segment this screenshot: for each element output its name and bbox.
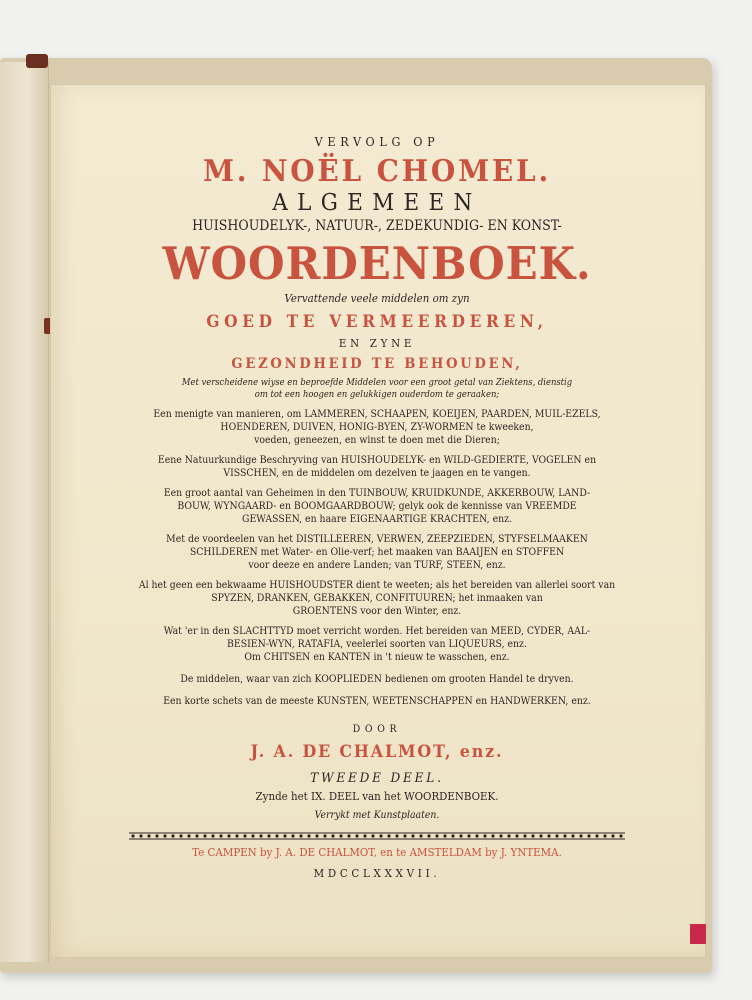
ornament-dot xyxy=(355,834,358,837)
paragraph-line: voor deeze en andere Landen; van TURF, STEEN, enz. xyxy=(248,560,506,571)
schets-line: Een korte schets van de meeste KUNSTEN, WEETENSCHAPPEN en HANDWERKEN, enz. xyxy=(163,696,591,707)
ornament-dot xyxy=(499,834,502,837)
ornament-dot xyxy=(563,834,566,837)
ornament-dot xyxy=(283,834,286,837)
ornament-dot xyxy=(411,834,414,837)
ornament-dot xyxy=(523,834,526,837)
geheimen-paragraph xyxy=(50,487,704,526)
ornament-dot xyxy=(603,834,606,837)
verrykt-line: Verrykt met Kunstplaaten. xyxy=(314,810,440,821)
year-line: MDCCLXXXVII. xyxy=(313,867,441,880)
publisher-author-line: J. A. DE CHALMOT, enz. xyxy=(250,742,504,762)
goed-line: GOED TE VERMEERDEREN, xyxy=(206,312,548,331)
ornament-dot xyxy=(267,834,270,837)
spine-leather-tab xyxy=(26,54,48,68)
ornament-dot xyxy=(331,834,334,837)
natuur-paragraph xyxy=(50,454,704,480)
vervolg-line: VERVOLG OP xyxy=(314,135,440,149)
ornament-dot xyxy=(475,834,478,837)
paragraph-line: GROENTENS voor den Winter, enz. xyxy=(292,606,462,617)
ornament-dot xyxy=(547,834,550,837)
ornament-dot xyxy=(347,834,350,837)
ornament-dot xyxy=(467,834,470,837)
huishoudster-paragraph xyxy=(50,579,704,618)
ornament-dot xyxy=(419,834,422,837)
ornament-dot xyxy=(203,834,206,837)
volume-line: TWEEDE DEEL. xyxy=(310,771,444,786)
paragraph-line: SPYZEN, DRANKEN, GEBAKKEN, CONFITUUREN; het inmaaken van xyxy=(211,593,543,604)
paragraph-line: Met de voordeelen van het DISTILLEEREN, VERWEN, ZEEPZIEDEN, STYFSELMAAKEN xyxy=(166,534,588,545)
algemeen-line: ALGEMEEN xyxy=(272,190,482,216)
met-paragraph xyxy=(50,377,704,401)
slachttyd-paragraph xyxy=(50,625,704,664)
paragraph-line: Een menigte van manieren, om LAMMEREN, SCHAAPEN, KOEIJEN, PAARDEN, MUIL-EZELS, xyxy=(153,409,601,420)
ornament-dot xyxy=(539,834,542,837)
ornament-dot xyxy=(163,834,166,837)
ornament-dot xyxy=(619,834,622,837)
door-line: DOOR xyxy=(352,724,402,735)
book-cover-edge xyxy=(0,62,49,962)
paragraph-line: BOUW, WYNGAARD- en BOOMGAARDBOUW; gelyk ook de kennisse van VREEMDE xyxy=(177,501,577,512)
ornament-dot xyxy=(227,834,230,837)
ornament-dot xyxy=(299,834,302,837)
ornament-dot xyxy=(595,834,598,837)
ornament-dot xyxy=(131,834,134,837)
ornament-dot xyxy=(171,834,174,837)
enzyne-line: EN ZYNE xyxy=(338,337,416,350)
ornament-dot xyxy=(155,834,158,837)
paragraph-line: Met verscheidene wiyse en beproefde Middelen voor een groot getal van Ziektens, dienstig xyxy=(181,378,573,388)
paragraph-line: Al het geen een bekwaame HUISHOUDSTER dient te weeten; als het bereiden van allerlei soort van xyxy=(138,580,616,591)
ornament-dot xyxy=(315,834,318,837)
ornament-dot xyxy=(243,834,246,837)
paragraph-line: VISSCHEN, en de middelen om dezelven te jaagen en te vangen. xyxy=(223,468,531,479)
ornament-dot xyxy=(483,834,486,837)
paragraph-line: Om CHITSEN en KANTEN in 't nieuw te wasschen, enz. xyxy=(244,652,510,663)
ornament-dot xyxy=(403,834,406,837)
paragraph-line: BESIEN-WYN, RATAFIA, veelerlei soorten van LIQUEURS, enz. xyxy=(227,639,527,650)
ornament-dot xyxy=(147,834,150,837)
imprint-line: Te CAMPEN by J. A. DE CHALMOT, en te AMSTELDAM by J. YNTEMA. xyxy=(192,846,562,859)
author-line: M. NOËL CHOMEL. xyxy=(202,154,552,189)
ornament-dot xyxy=(251,834,254,837)
ornament-dot xyxy=(291,834,294,837)
ornament-dot xyxy=(555,834,558,837)
ornament-dot xyxy=(139,834,142,837)
ornament-dot xyxy=(395,834,398,837)
paragraph-line: voeden, geneezen, en winst te doen met die Dieren; xyxy=(254,435,500,446)
zynde-line: Zynde het IX. DEEL van het WOORDENBOEK. xyxy=(255,790,499,803)
ornament-dot xyxy=(235,834,238,837)
ornament-rule xyxy=(129,831,625,841)
ornament-dot xyxy=(307,834,310,837)
ribbon-marker xyxy=(690,924,706,944)
paragraph-line: om tot een hoogen en gelukkigen ouderdom te geraaken; xyxy=(254,390,500,400)
ornament-dot xyxy=(275,834,278,837)
kooplieden-line: De middelen, waar van zich KOOPLIEDEN bedienen om grooten Handel te dryven. xyxy=(180,674,574,685)
paragraph-line: HOENDEREN, DUIVEN, HONIG-BYEN, ZY-WORMEN te kweeken, xyxy=(220,422,534,433)
ornament-dot xyxy=(339,834,342,837)
ornament-dot xyxy=(427,834,430,837)
ornament-dot xyxy=(443,834,446,837)
ornament-dot xyxy=(459,834,462,837)
subjects-line: HUISHOUDELYK-, NATUUR-, ZEDEKUNDIG- EN KONST- xyxy=(192,218,562,234)
ornament-dot xyxy=(379,834,382,837)
ornament-dot xyxy=(371,834,374,837)
title-page-text xyxy=(50,84,704,881)
gezondheid-line: GEZONDHEID TE BEHOUDEN, xyxy=(231,356,523,372)
paragraph-line: Wat 'er in den SLACHTTYD moet verricht worden. Het bereiden van MEED, CYDER, AAL- xyxy=(163,626,591,637)
ornament-dot xyxy=(363,834,366,837)
ornament-dot xyxy=(435,834,438,837)
paragraph-line: Eene Natuurkundige Beschryving van HUISHOUDELYK- en WILD-GEDIERTE, VOGELEN en xyxy=(157,455,597,466)
ornament-dot xyxy=(611,834,614,837)
ornament-dot xyxy=(587,834,590,837)
ornament-dot xyxy=(531,834,534,837)
menigte-paragraph xyxy=(50,408,704,447)
ornament-dot xyxy=(179,834,182,837)
ornament-dot xyxy=(195,834,198,837)
main-title: WOORDENBOEK. xyxy=(162,237,592,290)
ornament-dot xyxy=(211,834,214,837)
ornament-dot xyxy=(323,834,326,837)
ornament-dot xyxy=(219,834,222,837)
paragraph-line: SCHILDEREN met Water- en Olie-verf; het maaken van BAAIJEN en STOFFEN xyxy=(189,547,565,558)
ornament-dot xyxy=(387,834,390,837)
ornament-dot xyxy=(579,834,582,837)
paragraph-line: Een groot aantal van Geheimen in den TUINBOUW, KRUIDKUNDE, AKKERBOUW, LAND- xyxy=(163,488,591,499)
ornament-dot xyxy=(451,834,454,837)
vervattende-line: Vervattende veele middelen om zyn xyxy=(284,292,470,305)
ornament-dot xyxy=(571,834,574,837)
voordeelen-paragraph xyxy=(50,533,704,572)
ornament-dot xyxy=(491,834,494,837)
ornament-dot xyxy=(187,834,190,837)
paragraph-line: GEWASSEN, en haare EIGENAARTIGE KRACHTEN, enz. xyxy=(242,514,512,525)
ornament-dot xyxy=(259,834,262,837)
ornament-dot xyxy=(507,834,510,837)
ornament-dot xyxy=(515,834,518,837)
